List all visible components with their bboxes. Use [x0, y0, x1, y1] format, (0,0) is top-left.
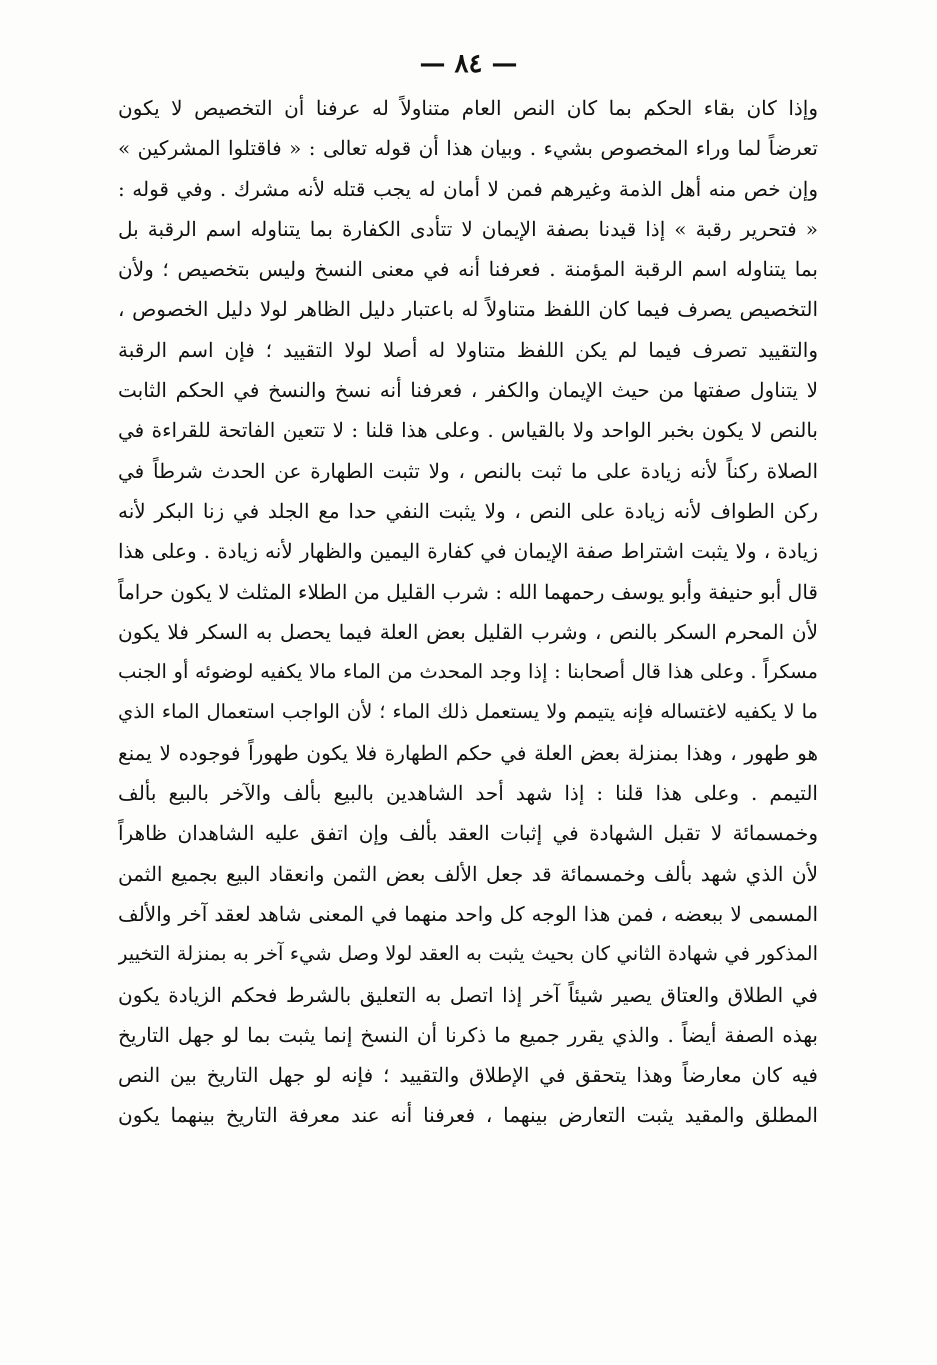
text-line: بما يتناوله اسم الرقبة المؤمنة . فعرفنا أنه في معنى النسخ وليس بتخصيص ؛ ولأن: [118, 257, 818, 282]
text-line: في الطلاق والعتاق يصير شيئاً آخر إذا اتصل به التعليق بالشرط فحكم الزيادة يكون: [118, 982, 818, 1007]
text-line: ما لا يكفيه لاغتساله فإنه يتيمم ولا يستعمل ذلك الماء ؛ لأن الواجب استعمال الماء الذي: [118, 700, 818, 724]
text-line: المسمى لا ببعضه ، فمن هذا الوجه كل واحد منهما في المعنى شاهد لعقد آخر والألف: [118, 901, 818, 926]
text-line: والتقييد تصرف فيما لم يكن اللفظ متناولا له أصلا لولا التقييد ؛ فإن اسم الرقبة: [118, 337, 818, 362]
text-line: لأن الذي شهد بألف وخمسمائة قد جعل الألف بعض الثمن وانعقاد البيع بجميع الثمن: [118, 861, 818, 886]
text-line: الصلاة ركناً لأنه زيادة على ما ثبت بالنص ، ولا تثبت الطهارة عن الحدث شرطاً في: [118, 458, 818, 483]
text-line: زيادة ، ولا يثبت اشتراط صفة الإيمان في كفارة اليمين والظهار لأنه زيادة . وعلى هذا: [118, 539, 818, 564]
text-line: لأن المحرم السكر بالنص ، وشرب القليل بعض العلة فيما يحصل به السكر فلا يكون: [118, 619, 818, 644]
text-line: مسكراً . وعلى هذا قال أصحابنا : إذا وجد المحدث من الماء مالا يكفيه لوضوئه أو الجنب: [118, 660, 818, 684]
text-line: فيه كان معارضاً وهذا يتحقق في الإطلاق والتقييد ؛ فإنه لو جهل التاريخ بين النص: [118, 1063, 818, 1088]
text-line: قال أبو حنيفة وأبو يوسف رحمهما الله : شرب القليل من الطلاء المثلث لا يكون حراماً: [118, 579, 818, 604]
text-line: تعرضاً لما وراء المخصوص بشيء . وبيان هذا أن قوله تعالى : « فاقتلوا المشركين »: [118, 136, 818, 161]
page-number: — ٨٤ —: [419, 49, 518, 79]
text-line: بهذه الصفة أيضاً . والذي يقرر جميع ما ذكرنا أن النسخ إنما يثبت بما لو جهل التاريخ: [118, 1022, 818, 1047]
text-line: ركن الطواف لأنه زيادة على النص ، ولا يثبت النفي حدا مع الجلد في زنا البكر لأنه: [118, 498, 818, 523]
text-line: وإن خص منه أهل الذمة وغيرهم فمن لا أمان له يجب قتله لأنه مشرك . وفي قوله :: [118, 176, 818, 201]
text-line: بالنص لا يكون بخبر الواحد ولا بالقياس . وعلى هذا قلنا : لا تتعين الفاتحة للقراءة في: [118, 418, 818, 443]
text-line: هو طهور ، وهذا بمنزلة بعض العلة في حكم الطهارة فلا يكون طهوراً فوجوده لا يمنع: [118, 740, 818, 765]
text-line: المذكور في شهادة الثاني كان بحيث يثبت به العقد لولا وصل شيء آخر به بمنزلة التخيير: [118, 942, 818, 966]
text-line: « فتحرير رقبة » إذا قيدنا بصفة الإيمان لا تتأدى الكفارة بما يتناوله اسم الرقبة بل: [118, 216, 818, 241]
text-line: لا يتناول صفتها من حيث الإيمان والكفر ، فعرفنا أنه نسخ والنسخ في الحكم الثابت: [118, 378, 818, 403]
text-line: المطلق والمقيد يثبت التعارض بينهما ، فعرفنا أنه عند معرفة التاريخ بينهما يكون: [118, 1103, 818, 1128]
text-line: التيمم . وعلى هذا قلنا : إذا شهد أحد الشاهدين بالبيع بألف والآخر بالبيع بألف: [118, 781, 818, 806]
text-line: وإذا كان بقاء الحكم بما كان النص العام متناولاً له عرفنا أن التخصيص لا يكون: [118, 96, 818, 120]
body-text: [118, 88, 818, 1136]
text-line: وخمسمائة لا تقبل الشهادة في إثبات العقد بألف وإن اتفق عليه الشاهدان ظاهراً: [118, 821, 818, 846]
text-line: التخصيص يصرف فيما كان اللفظ متناولاً له باعتبار دليل الظاهر لولا دليل الخصوص ،: [118, 297, 818, 322]
